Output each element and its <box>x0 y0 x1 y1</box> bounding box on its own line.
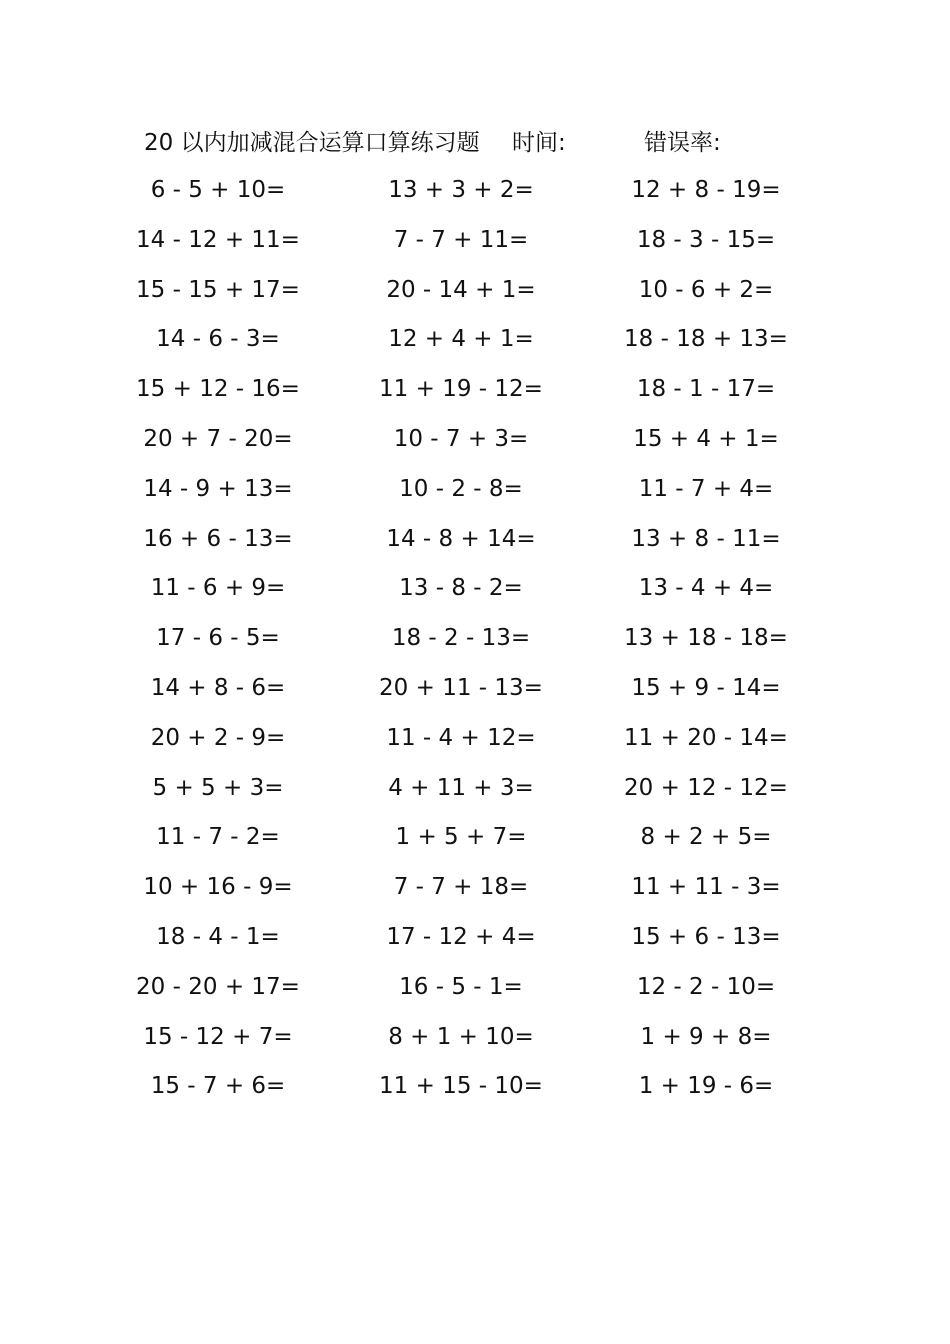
problem-cell: 1 + 19 - 6= <box>638 1073 774 1100</box>
problem-cell: 11 + 20 - 14= <box>624 724 788 751</box>
problem-row <box>0 521 950 571</box>
problem-cell: 20 + 7 - 20= <box>143 425 293 452</box>
worksheet-title: 20 以内加减混合运算口算练习题 <box>144 130 480 156</box>
problem-cell: 20 - 20 + 17= <box>136 973 300 1000</box>
problem-cell: 14 - 12 + 11= <box>136 226 300 253</box>
problem-cell: 11 - 4 + 12= <box>386 724 536 751</box>
problem-cell: 4 + 11 + 3= <box>388 774 534 801</box>
problem-cell: 7 - 7 + 18= <box>393 874 529 901</box>
problem-row <box>0 620 950 670</box>
problem-cell: 10 - 6 + 2= <box>638 276 774 303</box>
error-rate-label: 错误率: <box>644 130 721 156</box>
problem-cell: 7 - 7 + 11= <box>393 226 529 253</box>
problem-row <box>0 570 950 620</box>
problem-cell: 8 + 1 + 10= <box>388 1023 534 1050</box>
problem-row <box>0 1019 950 1069</box>
problem-row <box>0 720 950 770</box>
problem-cell: 16 - 5 - 1= <box>399 973 523 1000</box>
problem-row <box>0 969 950 1019</box>
problem-cell: 5 + 5 + 3= <box>152 774 284 801</box>
problem-cell: 20 + 12 - 12= <box>624 774 788 801</box>
problem-cell: 8 + 2 + 5= <box>640 824 772 851</box>
worksheet-header <box>0 124 950 160</box>
problem-cell: 13 + 18 - 18= <box>624 625 788 652</box>
problem-cell: 20 + 11 - 13= <box>379 674 543 701</box>
problem-cell: 13 + 8 - 11= <box>631 525 781 552</box>
problem-cell: 1 + 5 + 7= <box>395 824 527 851</box>
problem-cell: 11 + 19 - 12= <box>379 376 543 403</box>
problem-cell: 10 - 2 - 8= <box>399 475 523 502</box>
problem-cell: 10 + 16 - 9= <box>143 874 293 901</box>
problem-cell: 13 - 4 + 4= <box>638 575 774 602</box>
problem-cell: 20 + 2 - 9= <box>150 724 286 751</box>
problem-row <box>0 670 950 720</box>
problem-cell: 15 - 15 + 17= <box>136 276 300 303</box>
problem-cell: 10 - 7 + 3= <box>393 425 529 452</box>
problem-cell: 15 + 9 - 14= <box>631 674 781 701</box>
problem-cell: 15 - 12 + 7= <box>143 1023 293 1050</box>
problem-cell: 15 + 12 - 16= <box>136 376 300 403</box>
problem-row <box>0 919 950 969</box>
problem-cell: 12 - 2 - 10= <box>636 973 776 1000</box>
problem-cell: 16 + 6 - 13= <box>143 525 293 552</box>
problem-cell: 11 - 7 + 4= <box>638 475 774 502</box>
problem-cell: 1 + 9 + 8= <box>640 1023 772 1050</box>
problem-cell: 17 - 12 + 4= <box>386 923 536 950</box>
problem-row <box>0 471 950 521</box>
problem-row <box>0 272 950 322</box>
problem-cell: 12 + 8 - 19= <box>631 177 781 203</box>
problem-cell: 17 - 6 - 5= <box>156 625 280 652</box>
problem-cell: 12 + 4 + 1= <box>388 326 534 353</box>
problem-row <box>0 222 950 272</box>
problem-cell: 14 + 8 - 6= <box>150 674 286 701</box>
problem-cell: 15 - 7 + 6= <box>150 1073 286 1100</box>
problem-cell: 11 + 11 - 3= <box>631 874 781 901</box>
problem-cell: 11 - 6 + 9= <box>150 575 286 602</box>
problem-row <box>0 321 950 371</box>
problem-cell: 18 - 2 - 13= <box>391 625 531 652</box>
problem-row <box>0 421 950 471</box>
problem-cell: 6 - 5 + 10= <box>150 177 286 203</box>
problem-cell: 20 - 14 + 1= <box>386 276 536 303</box>
problem-cell: 14 - 8 + 14= <box>386 525 536 552</box>
problem-cell: 18 - 3 - 15= <box>636 226 776 253</box>
problem-row <box>0 869 950 919</box>
problem-cell: 13 + 3 + 2= <box>388 177 534 203</box>
problem-cell: 18 - 4 - 1= <box>156 923 280 950</box>
problem-cell: 11 - 7 - 2= <box>156 824 280 851</box>
problem-cell: 15 + 4 + 1= <box>633 425 779 452</box>
problem-cell: 14 - 9 + 13= <box>143 475 293 502</box>
problem-row <box>0 770 950 820</box>
problem-row <box>0 371 950 421</box>
problem-grid <box>0 172 950 1118</box>
problem-cell: 18 - 1 - 17= <box>636 376 776 403</box>
problem-cell: 15 + 6 - 13= <box>631 923 781 950</box>
problem-row <box>0 1068 950 1118</box>
problem-row <box>0 819 950 869</box>
time-label: 时间: <box>512 130 566 156</box>
problem-cell: 13 - 8 - 2= <box>399 575 523 602</box>
problem-cell: 14 - 6 - 3= <box>156 326 280 353</box>
problem-cell: 18 - 18 + 13= <box>624 326 788 353</box>
problem-cell: 11 + 15 - 10= <box>379 1073 543 1100</box>
problem-row <box>0 172 950 222</box>
